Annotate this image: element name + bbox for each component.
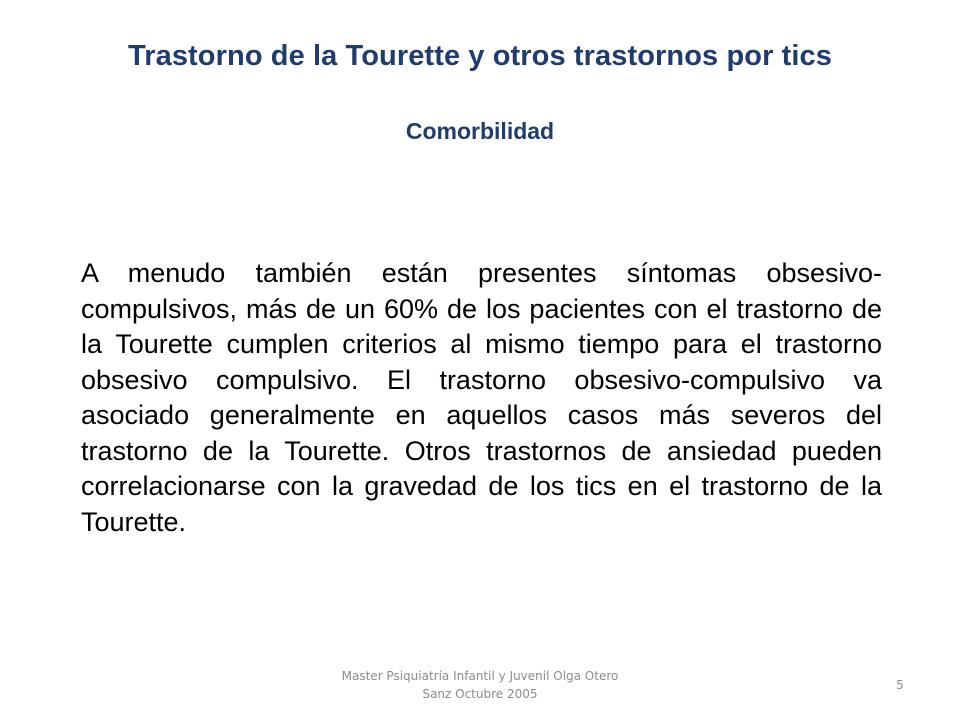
slide-footer: Master Psiquiatría Infantil y Juvenil Olga Otero Sanz Octubre 2005 — [341, 669, 619, 701]
slide-body-text: A menudo también están presentes síntomas obsesivo-compulsivos, más de un 60% de los pacientes con el trastorno de la Tourette cumplen criterios al mismo tiempo para el trastorno obsesivo compulsivo. El trastorno obsesivo-compulsivo va asociado generalmente en aquellos casos más severos del trastorno de la Tourette. Otros trastornos de ansiedad pueden correlacionarse con la gravedad de los tics en el trastorno de la Tourette. — [81, 258, 882, 537]
slide-title: Trastorno de la Tourette y otros trastornos por tics — [127, 40, 832, 72]
page-number: 5 — [896, 678, 904, 692]
slide-subtitle: Comorbilidad — [405, 118, 555, 144]
